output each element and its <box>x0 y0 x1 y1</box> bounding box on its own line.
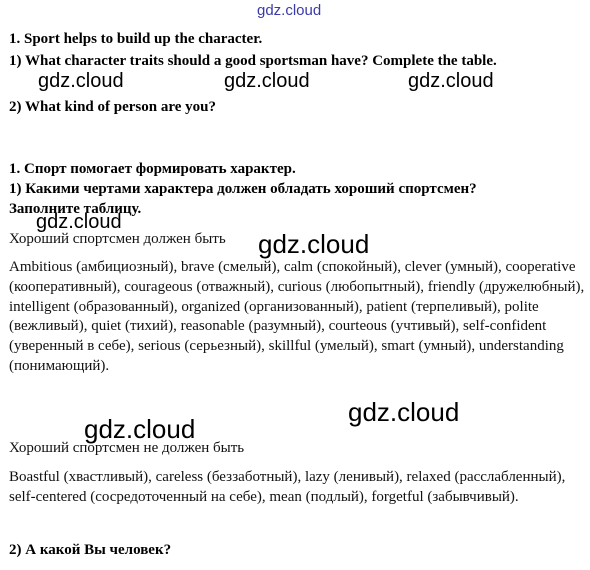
watermark-2: gdz.cloud <box>224 70 310 92</box>
good-sportsman-heading: Хороший спортсмен должен быть <box>9 231 226 247</box>
watermark-7: gdz.cloud <box>84 414 196 444</box>
watermark-1: gdz.cloud <box>38 70 124 92</box>
watermark-4: gdz.cloud <box>36 211 122 233</box>
russian-question-1-line-2: Заполните таблицу. <box>9 201 142 217</box>
watermark-6: gdz.cloud <box>348 397 460 427</box>
russian-question-1-line-1: 1) Какими чертами характера должен обладать хороший спортсмен? <box>9 181 477 197</box>
bad-sportsman-heading: Хороший спортсмен не должен быть <box>9 440 245 456</box>
watermark-5: gdz.cloud <box>258 229 370 259</box>
russian-question-2: 2) А какой Вы человек? <box>9 542 172 558</box>
english-question-2: 2) What kind of person are you? <box>9 99 216 115</box>
good-traits-paragraph: Ambitious (амбициозный), brave (смелый), calm (спокойный), clever (умный), cooperative (кооперативный), courageous (отважный), curious (любопытный), friendly (дружелюбный), intelligent (образованный), organized (организованный), patient (терпеливый), polite (вежливый), quiet (тихий), reasonable (разумный), courteous (учтивый), self-confident (уверенный в себе), serious (серьезный), skillful (умелый), smart (умный), understanding (понимающий). <box>9 259 585 374</box>
russian-heading: 1. Спорт помогает формировать характер. <box>9 161 296 177</box>
watermark-3: gdz.cloud <box>408 70 494 92</box>
english-question-1: 1) What character traits should a good sportsman have? Complete the table. <box>9 53 497 69</box>
english-heading: 1. Sport helps to build up the character. <box>9 31 263 47</box>
bad-traits-paragraph: Boastful (хвастливый), careless (беззаботный), lazy (ленивый), relaxed (расслабленный), self-centered (сосредоточенный на себе), mean (подлый), forgetful (забывчивый). <box>9 469 566 505</box>
watermark-top: gdz.cloud <box>257 2 322 19</box>
